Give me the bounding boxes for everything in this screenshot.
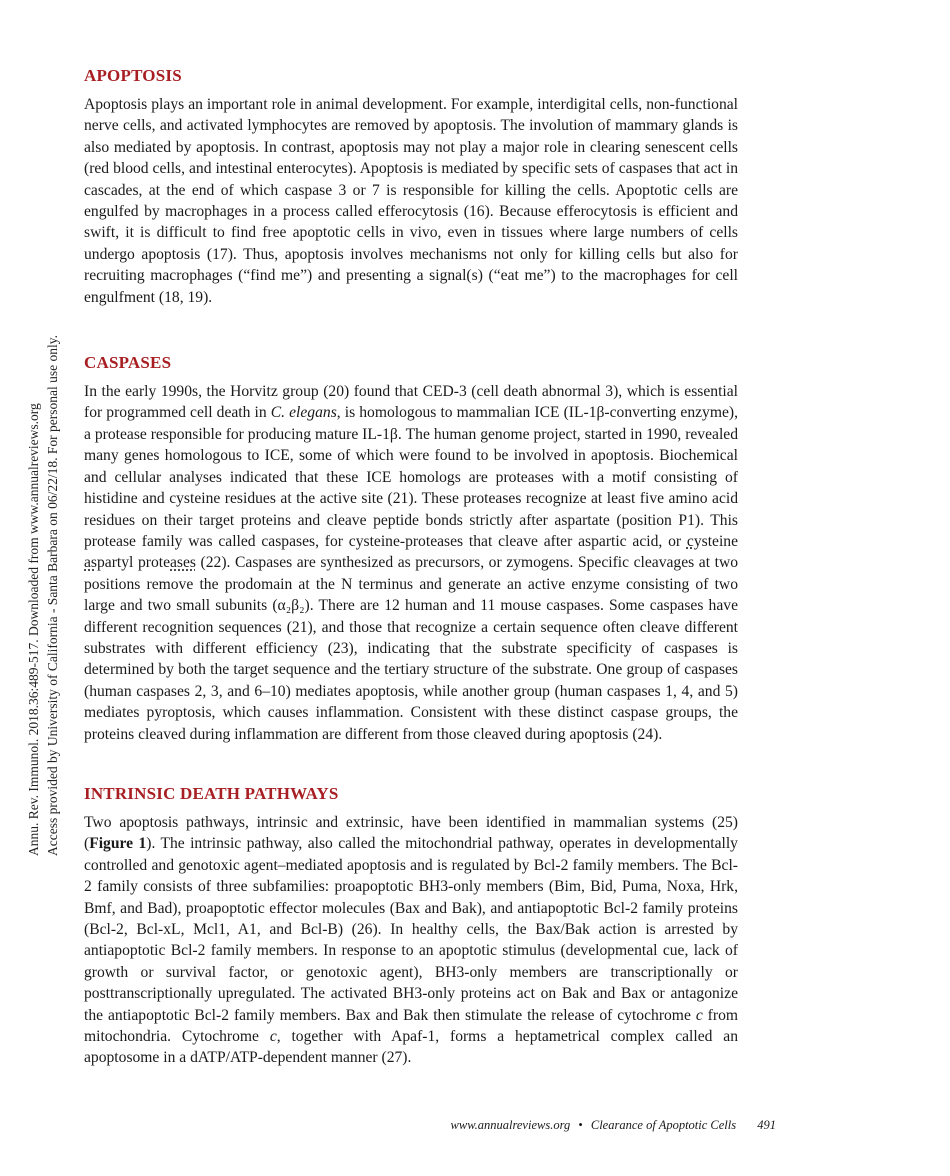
footer-url[interactable]: www.annualreviews.org bbox=[450, 1118, 571, 1132]
section-heading-intrinsic: INTRINSIC DEATH PATHWAYS bbox=[84, 783, 339, 803]
acronym-letters: ases bbox=[170, 554, 196, 572]
footer-bullet: • bbox=[578, 1118, 583, 1132]
species-name: C. elegans bbox=[270, 404, 337, 422]
text-run: In the early 1990s, the Horvitz group (20) found that CED-3 (cell death abnormal 3), which is essential for programmed cell death in bbox=[84, 383, 738, 422]
paragraph-intrinsic bbox=[84, 812, 738, 1069]
acronym-letters: c bbox=[686, 532, 694, 550]
text-run: ). The intrinsic pathway, also called the mitochondrial pathway, operates in developmentally controlled and genotoxic agent–mediated apoptosis and is regulated by Bcl-2 family members. The Bcl-2 family consists of three subfamilies: proapoptotic BH3-only members (Bim, Bid, Puma, Noxa, Hrk, Bmf, and Bad), proapoptotic effector molecules (Bax and Bak), and antiapoptotic Bcl-2 family proteins (Bcl-2, Bcl-xL, Mcl1, A1, and Bcl-B) (26). In healthy cells, the Bax/Bak action is arrested by antiapoptotic Bcl-2 family members. In response to an apoptotic stimulus (developmental cue, lack of growth or survival factor, or genotoxic agent), BH3-only members are transcriptionally or posttranscriptionally upregulated. The activated BH3-only proteins act on Bak and Bax or antagonize the antiapoptotic Bcl-2 family members. Bax and Bak then stimulate the release of cytochrome bbox=[84, 835, 738, 1024]
text-run: (22). Caspases are synthesized as precursors, or zymogens. Specific cleavages at two positions remove the prodomain at the N terminus and generate an active enzyme consisting of two large and two small subunits (α₂β₂). There are 12 human and 11 mouse caspases. Some caspases have different recognition sequences (21), and those that recognize a certain sequence often cleave different substrates with different efficiency (23), indicating that the substrate specificity of caspases is determined by both the target sequence and the tertiary structure of the substrate. One group of caspases (human caspases 2, 3, and 6–10) mediates apoptosis, while another group (human caspases 1, 4, and 5) mediates pyroptosis, which causes inflammation. Consistent with these distinct caspase groups, the proteins cleaved during inflammation are different from those cleaved during apoptosis (24). bbox=[84, 554, 739, 743]
section-heading-apoptosis: APOPTOSIS bbox=[84, 66, 182, 85]
page-footer bbox=[84, 1118, 776, 1133]
section-apoptosis bbox=[84, 66, 738, 308]
article-body bbox=[84, 66, 738, 1069]
footer-running-title: Clearance of Apoptotic Cells bbox=[590, 1118, 737, 1132]
text-run: from mitochondria. Cytochrome bbox=[84, 1006, 738, 1046]
download-notice bbox=[24, 296, 62, 856]
download-notice-line-1: Annu. Rev. Immunol. 2018.36:489-517. Downloaded from www.annualreviews.org bbox=[26, 403, 41, 856]
section-heading-caspases: CASPASES bbox=[84, 353, 172, 373]
text-run: artyl prote bbox=[104, 554, 170, 572]
italic-c: c bbox=[695, 1006, 703, 1024]
page-number: 491 bbox=[757, 1118, 776, 1132]
text-run: , together with Apaf-1, forms a heptametrical complex called an apoptosome in a dATP/ATP-dependent manner (27). bbox=[84, 1028, 738, 1067]
section-caspases bbox=[84, 353, 738, 745]
figure-1-link[interactable]: Figure 1 bbox=[89, 835, 147, 853]
text-run: Two apoptosis pathways, intrinsic and extrinsic, have been identified in mammalian systems (25) ( bbox=[84, 813, 738, 853]
acronym-letters: asp bbox=[84, 554, 105, 572]
text-run: , is homologous to mammalian ICE (IL-1β-converting enzyme), a protease responsible for producing mature IL-1β. The human genome project, started in 1990, revealed many genes homologous to ICE, some of which were found to be involved in apoptosis. Biochemical and cellular analyses indicated that these ICE homologs are proteases with a motif consisting of histidine and cysteine residues at the active site (21). These proteases recognize at least five amino acid residues on their target proteins and cleave peptide bonds strictly after aspartate (position P1). This protease family was called caspases, for cysteine-proteases that cleave after aspartic acid, or bbox=[84, 404, 738, 550]
section-intrinsic-death-pathways bbox=[84, 784, 738, 1069]
italic-c: c bbox=[269, 1028, 277, 1046]
download-notice-line-2: Access provided by University of California - Santa Barbara on 06/22/18. For personal use only. bbox=[45, 334, 60, 856]
paragraph-caspases bbox=[84, 381, 738, 745]
paragraph-apoptosis: Apoptosis plays an important role in animal development. For example, interdigital cells, non-functional nerve cells, and activated lymphocytes are removed by apoptosis. The involution of mammary glands is also mediated by apoptosis. In contrast, apoptosis may not play a major role in clearing senescent cells (red blood cells, and intestinal enterocytes). Apoptosis is mediated by specific sets of caspases that act in cascades, at the end of which caspase 3 or 7 is responsible for killing the cells. Apoptotic cells are engulfed by macrophages in a process called efferocytosis (16). Because efferocytosis is efficient and swift, it is difficult to find free apoptotic cells in vivo, even in tissues where large numbers of cells undergo apoptosis (17). Thus, apoptosis involves mechanisms not only for killing cells but also for recruiting macrophages (“find me”) and presenting a signal(s) (“eat me”) to the macrophages for cell engulfment (18, 19). bbox=[84, 96, 738, 306]
text-run: ysteine bbox=[693, 532, 738, 550]
